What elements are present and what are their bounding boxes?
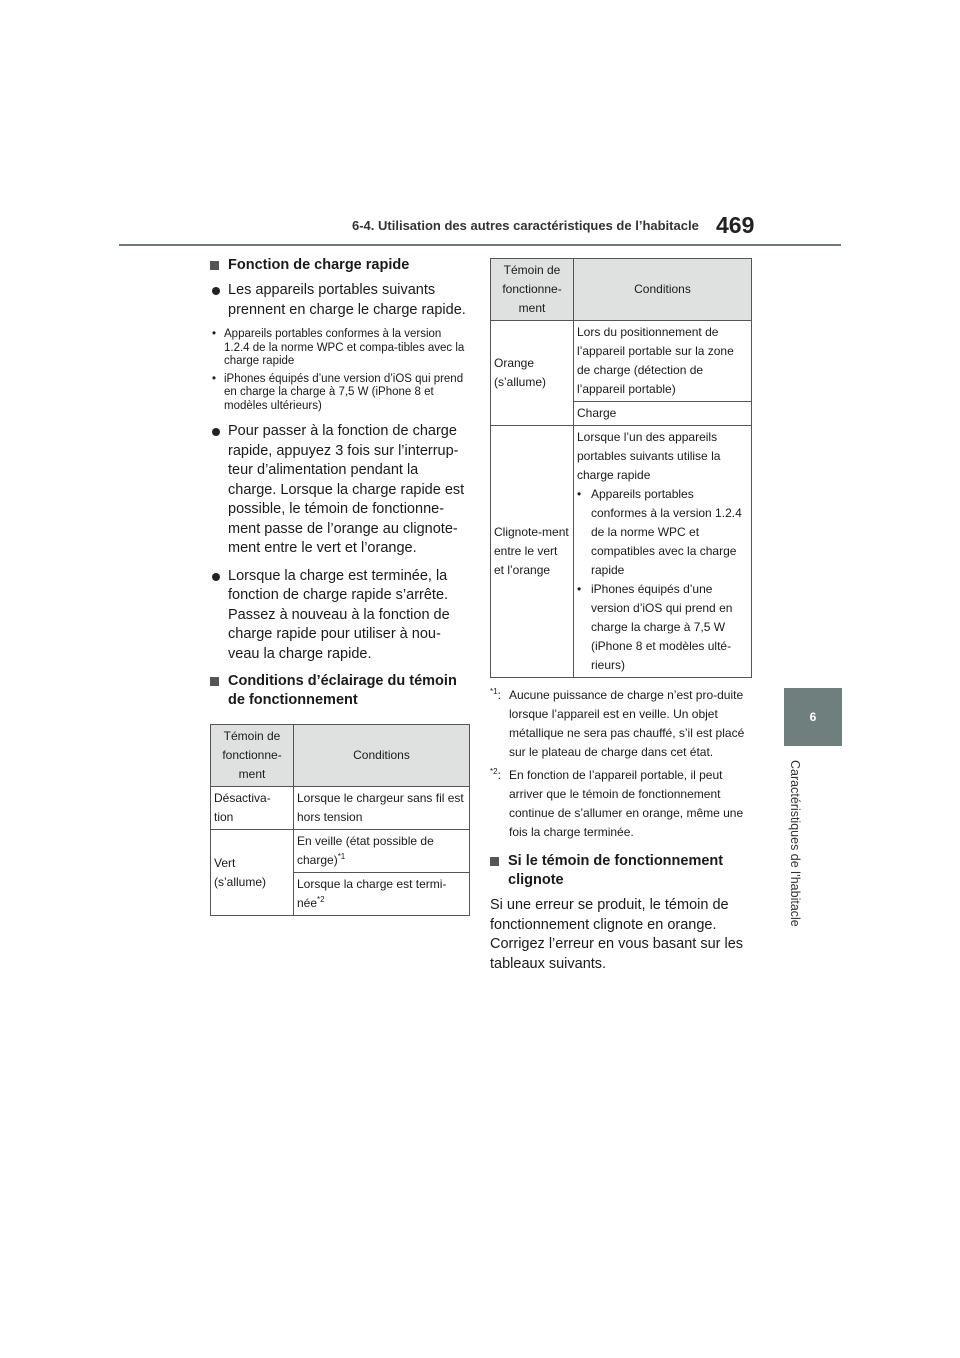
page-number: 469 (716, 212, 755, 238)
footnote-1: $^{*1}$: Aucune puissance de charge n’est pro-duite lorsque l’appareil est en veille. Un objet métallique ne sera pas chauffé, s’il est placé sur le plateau de charge dans cet état. (490, 687, 745, 759)
table-header-indicator: Témoin de fonctionne-ment (211, 725, 294, 787)
note-item: • Appareils portables conformes à la version 1.2.4 de la norme WPC et compa-tibles avec la charge rapide (212, 328, 465, 367)
list-item: • iPhones équipés d’une version d’iOS qui prend en charge la charge à 7,5 W (iPhone 8 et modèles ulté-rieurs) (577, 582, 733, 672)
table-cell-condition: Charge (574, 402, 752, 426)
table-cell-state: Orange (s’allume) (491, 321, 574, 426)
table-row (491, 321, 752, 402)
small-bullet-icon: • (577, 487, 582, 501)
note-item: • iPhones équipés d’une version d’iOS qui prend en charge la charge à 7,5 W (iPhone 8 et modèles ultérieurs) (212, 372, 464, 412)
table-cell-condition: Lorsque l’un des appareils portables suivants utilise la charge rapide • Appareils portables conformes à la version 1.2.4 de la norme WPC et compatibles avec la charge rapide • iPhones équipés d’une version d’iOS qui prend en charge la charge à 7,5 W (iPhone 8 et modèles ulté-rieurs) (574, 426, 752, 678)
round-bullet-icon (212, 287, 220, 295)
small-bullet-icon: • (212, 328, 217, 340)
chapter-side-label: Caractéristiques de l’habitacle (788, 760, 802, 927)
table-header-indicator: Témoin de fonctionne-ment (491, 259, 574, 321)
heading-indicator-conditions: Conditions d’éclairage du témoin de fonctionnement (210, 672, 470, 710)
table-row (491, 426, 752, 678)
indicator-table-1 (210, 724, 470, 916)
table-row (211, 830, 470, 873)
square-bullet-icon (490, 857, 499, 866)
table-cell-condition: Lorsque la charge est termi-née$^{*2}$ (294, 873, 470, 916)
footnote-mark: $^{*2}$: (490, 767, 501, 782)
bullet-charge-complete: Lorsque la charge est terminée, la fonction de charge rapide s’arrête. Passez à nouveau à la fonction de charge rapide pour utiliser à nou-veau la charge rapide. (210, 567, 470, 665)
bullet-switch-fast-charge: Pour passer à la fonction de charge rapide, appuyez 3 fois sur l’interrup-teur d’alimentation pendant la charge. Lorsque la charge rapide est possible, le témoin de fonctionne-ment passe de l’orange au clignote-ment entre le vert et l’orange. (210, 422, 470, 559)
table-cell-condition: Lorsque le chargeur sans fil est hors tension (294, 787, 470, 830)
footnote-mark: $^{*1}$: (490, 687, 501, 702)
heading-indicator-flashing: Si le témoin de fonctionnement clignote (490, 852, 752, 890)
table-header-row (491, 259, 752, 321)
square-bullet-icon (210, 261, 219, 270)
table-row (211, 787, 470, 830)
indicator-table-2 (490, 258, 752, 678)
table-header-conditions: Conditions (574, 259, 752, 321)
footnote-2: $^{*2}$: En fonction de l’appareil portable, il peut arriver que le témoin de fonctionnement continue de s’allumer en orange, même une fois la charge terminée. (490, 767, 744, 839)
table-cell-condition: Lors du positionnement de l’appareil portable sur la zone de charge (détection de l’appareil portable) (574, 321, 752, 402)
bullet-compatible-devices: Les appareils portables suivants prennent en charge le charge rapide. (210, 281, 470, 320)
small-bullet-icon: • (212, 372, 217, 385)
device-list (577, 485, 748, 675)
section-header-title: 6-4. Utilisation des autres caractéristiques de l’habitacle (352, 218, 699, 233)
table-cell-state: Vert (s’allume) (211, 830, 294, 916)
chapter-tab-number: 6 (809, 710, 817, 724)
right-column (490, 258, 752, 974)
round-bullet-icon (212, 428, 220, 436)
square-bullet-icon (210, 677, 219, 686)
table-cell-condition: En veille (état possible de charge)$^{*1}$ (294, 830, 470, 873)
small-bullet-icon: • (577, 582, 582, 596)
table-header-row (211, 725, 470, 787)
flashing-paragraph: Si une erreur se produit, le témoin de fonctionnement clignote en orange. Corrigez l’erreur en vous basant sur les tableaux suivants. (490, 897, 744, 972)
round-bullet-icon (212, 573, 220, 581)
footnote-ref: *2 (317, 895, 325, 904)
table-cell-state: Clignote-ment entre le vert et l’orange (491, 426, 574, 678)
footnote-ref: *1 (337, 852, 346, 861)
heading-fast-charge: Fonction de charge rapide (210, 256, 470, 275)
table-cell-state: Désactiva-tion (211, 787, 294, 830)
table-header-conditions: Conditions (294, 725, 470, 787)
left-column (210, 256, 470, 916)
list-item: • Appareils portables conformes à la version 1.2.4 de la norme WPC et compatibles avec la charge rapide (577, 487, 742, 577)
chapter-tab[interactable] (784, 688, 842, 746)
header-divider (119, 244, 841, 246)
